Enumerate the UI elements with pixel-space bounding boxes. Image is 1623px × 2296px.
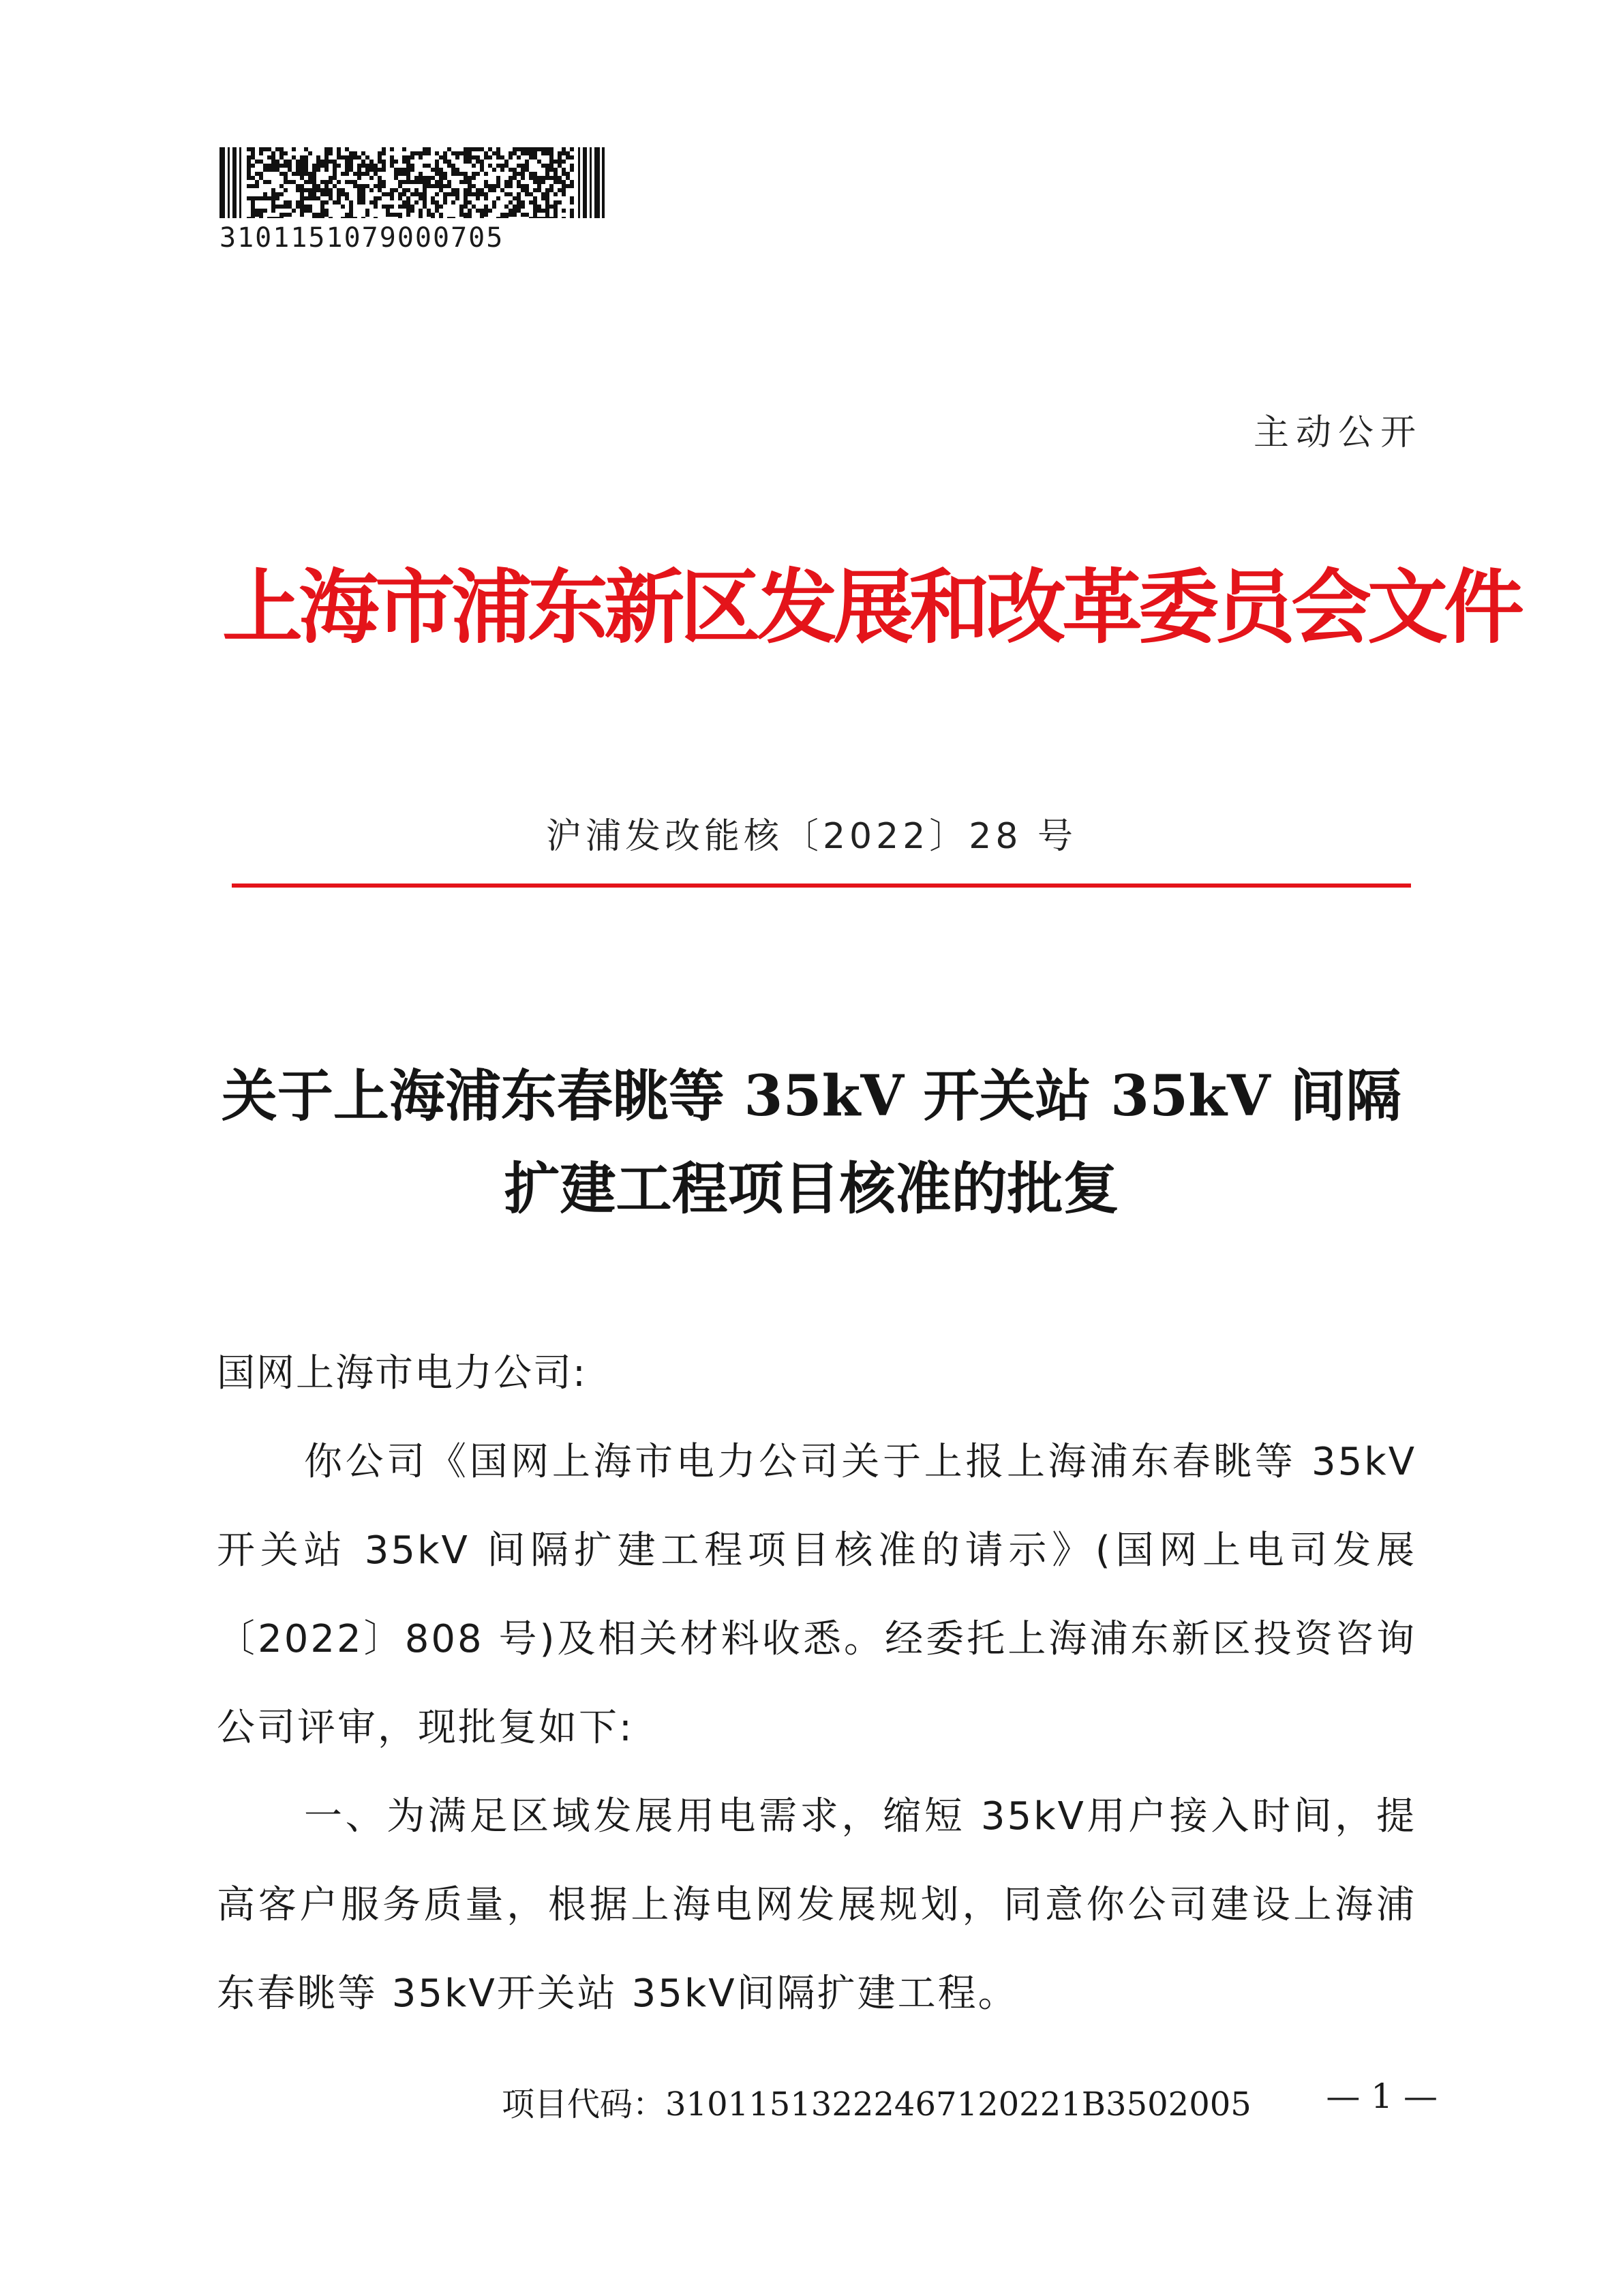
disclosure-label: 主动公开 <box>1253 412 1423 453</box>
barcode-image <box>219 147 605 218</box>
document-body <box>217 1329 1416 2038</box>
barcode-number: 3101151079000705 <box>219 222 504 254</box>
paragraph-approval-1: 一、为满足区域发展用电需求，缩短 35kV用户接入时间，提高客户服务质量，根据上海电网发展规划，同意你公司建设上海浦东春眺等 35kV开关站 35kV间隔扩建工程。 <box>217 1794 1416 2016</box>
salutation: 国网上海市电力公司: <box>217 1351 587 1395</box>
title-line-2: 扩建工程项目核准的批复 <box>504 1156 1119 1222</box>
document-number: 沪浦发改能核〔2022〕28 号 <box>545 816 1078 857</box>
barcode-block <box>219 147 605 254</box>
red-divider-line <box>232 883 1411 888</box>
page-number: — 1 — <box>1326 2076 1438 2116</box>
project-code: 项目代码：31011513222467120221B3502005 <box>502 2085 1252 2124</box>
issuer-heading: 上海市浦东新区发展和改革委员会文件 <box>222 560 1521 654</box>
title-line-1: 关于上海浦东春眺等 35kV 开关站 35kV 间隔 <box>221 1063 1402 1129</box>
document-title <box>204 1050 1419 1235</box>
paragraph-request: 你公司《国网上海市电力公司关于上报上海浦东春眺等 35kV 开关站 35kV 间隔扩建工程项目核准的请示》(国网上电司发展〔2022〕808 号)及相关材料收悉。经委托上海浦东新区投资咨询公司评审，现批复如下: <box>217 1440 1416 1750</box>
